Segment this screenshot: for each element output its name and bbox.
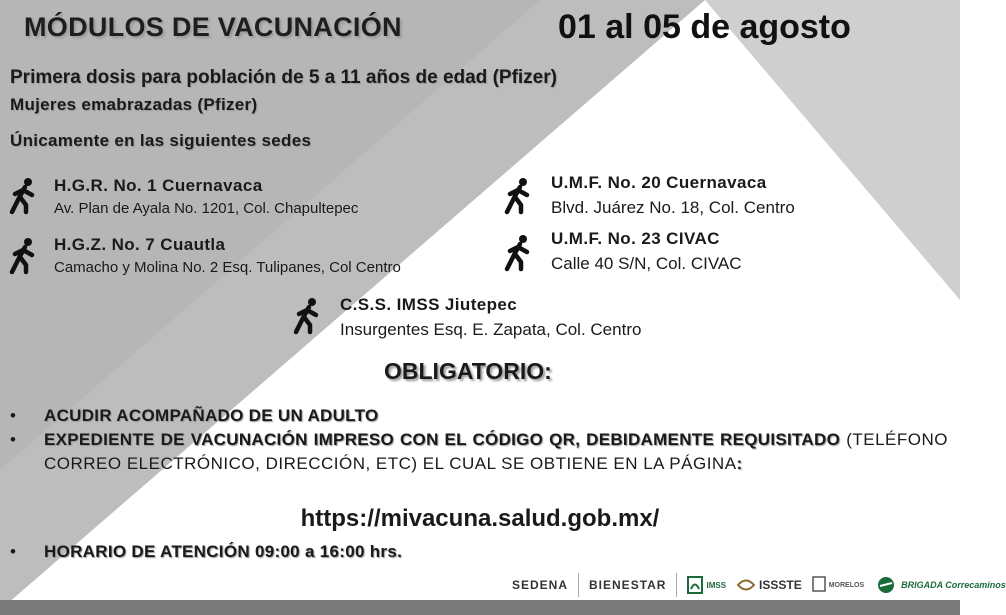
site-address: Blvd. Juárez No. 18, Col. Centro (551, 198, 795, 217)
partner-logos (512, 570, 1006, 600)
logo-divider (578, 573, 579, 597)
logo-divider (676, 573, 677, 597)
requirement-text-detail: (TELÉFONO CORREO ELECTRÓNICO, DIRECCIÓN, ETC) EL CUAL SE OBTIENE EN LA PÁGINA (44, 430, 948, 473)
requirement-colon: : (736, 454, 743, 473)
brigada-correcaminos-logo: BRIGADA Correcaminos (874, 576, 1006, 594)
correcaminos-icon (874, 576, 898, 594)
target-population: Primera dosis para población de 5 a 11 años de edad (Pfizer) (10, 67, 557, 88)
requirement-text: ACUDIR ACOMPAÑADO DE UN ADULTO (44, 406, 379, 425)
registration-url[interactable]: https://mivacuna.salud.gob.mx/ (300, 505, 660, 532)
walking-person-icon (503, 235, 533, 271)
requirement-item (8, 428, 948, 476)
target-population-secondary: Mujeres emabrazadas (Pfizer) (10, 95, 258, 114)
date-range: 01 al 05 de agosto (558, 8, 851, 46)
page-title: MÓDULOS DE VACUNACIÓN (24, 12, 402, 42)
site-name: C.S.S. IMSS Jiutepec (340, 295, 518, 314)
site-address: Av. Plan de Ayala No. 1201, Col. Chapultepec (54, 200, 359, 217)
site-address: Camacho y Molina No. 2 Esq. Tulipanes, Col Centro (54, 259, 401, 276)
bienestar-logo: BIENESTAR (589, 578, 667, 592)
issste-emblem-icon (736, 576, 756, 594)
issste-logo: ISSSTE (736, 576, 802, 594)
walking-person-icon (292, 298, 322, 334)
requirements-list (8, 404, 948, 476)
morelos-logo: MORELOS (812, 576, 864, 594)
walking-person-icon (8, 178, 38, 214)
requirement-item (8, 540, 948, 564)
bullet: • (10, 406, 16, 425)
requirement-text: HORARIO DE ATENCIÓN 09:00 a 16:00 hrs. (44, 542, 403, 561)
requirements-list-hours (8, 540, 948, 564)
site-name: H.G.R. No. 1 Cuernavaca (54, 176, 263, 195)
requirement-text-bold: EXPEDIENTE DE VACUNACIÓN IMPRESO CON EL CÓDIGO QR, DEBIDAMENTE REQUISITADO (44, 430, 841, 449)
sedena-logo: SEDENA (512, 578, 569, 592)
site-name: U.M.F. No. 23 CIVAC (551, 229, 720, 248)
site-name: H.G.Z. No. 7 Cuautla (54, 235, 226, 254)
bullet: • (10, 430, 17, 449)
walking-person-icon (503, 178, 533, 214)
site-address: Insurgentes Esq. E. Zapata, Col. Centro (340, 320, 642, 339)
imss-logo: IMSS (687, 576, 726, 594)
walking-person-icon (8, 238, 38, 274)
sites-heading: Únicamente en las siguientes sedes (10, 131, 312, 150)
site-name: U.M.F. No. 20 Cuernavaca (551, 173, 767, 192)
imss-emblem-icon (687, 576, 703, 594)
requirements-heading: OBLIGATORIO: (384, 358, 552, 384)
footer-bar (0, 600, 960, 615)
morelos-shield-icon (812, 576, 826, 594)
site-address: Calle 40 S/N, Col. CIVAC (551, 254, 742, 273)
bullet: • (10, 542, 16, 561)
requirement-item (8, 404, 948, 428)
